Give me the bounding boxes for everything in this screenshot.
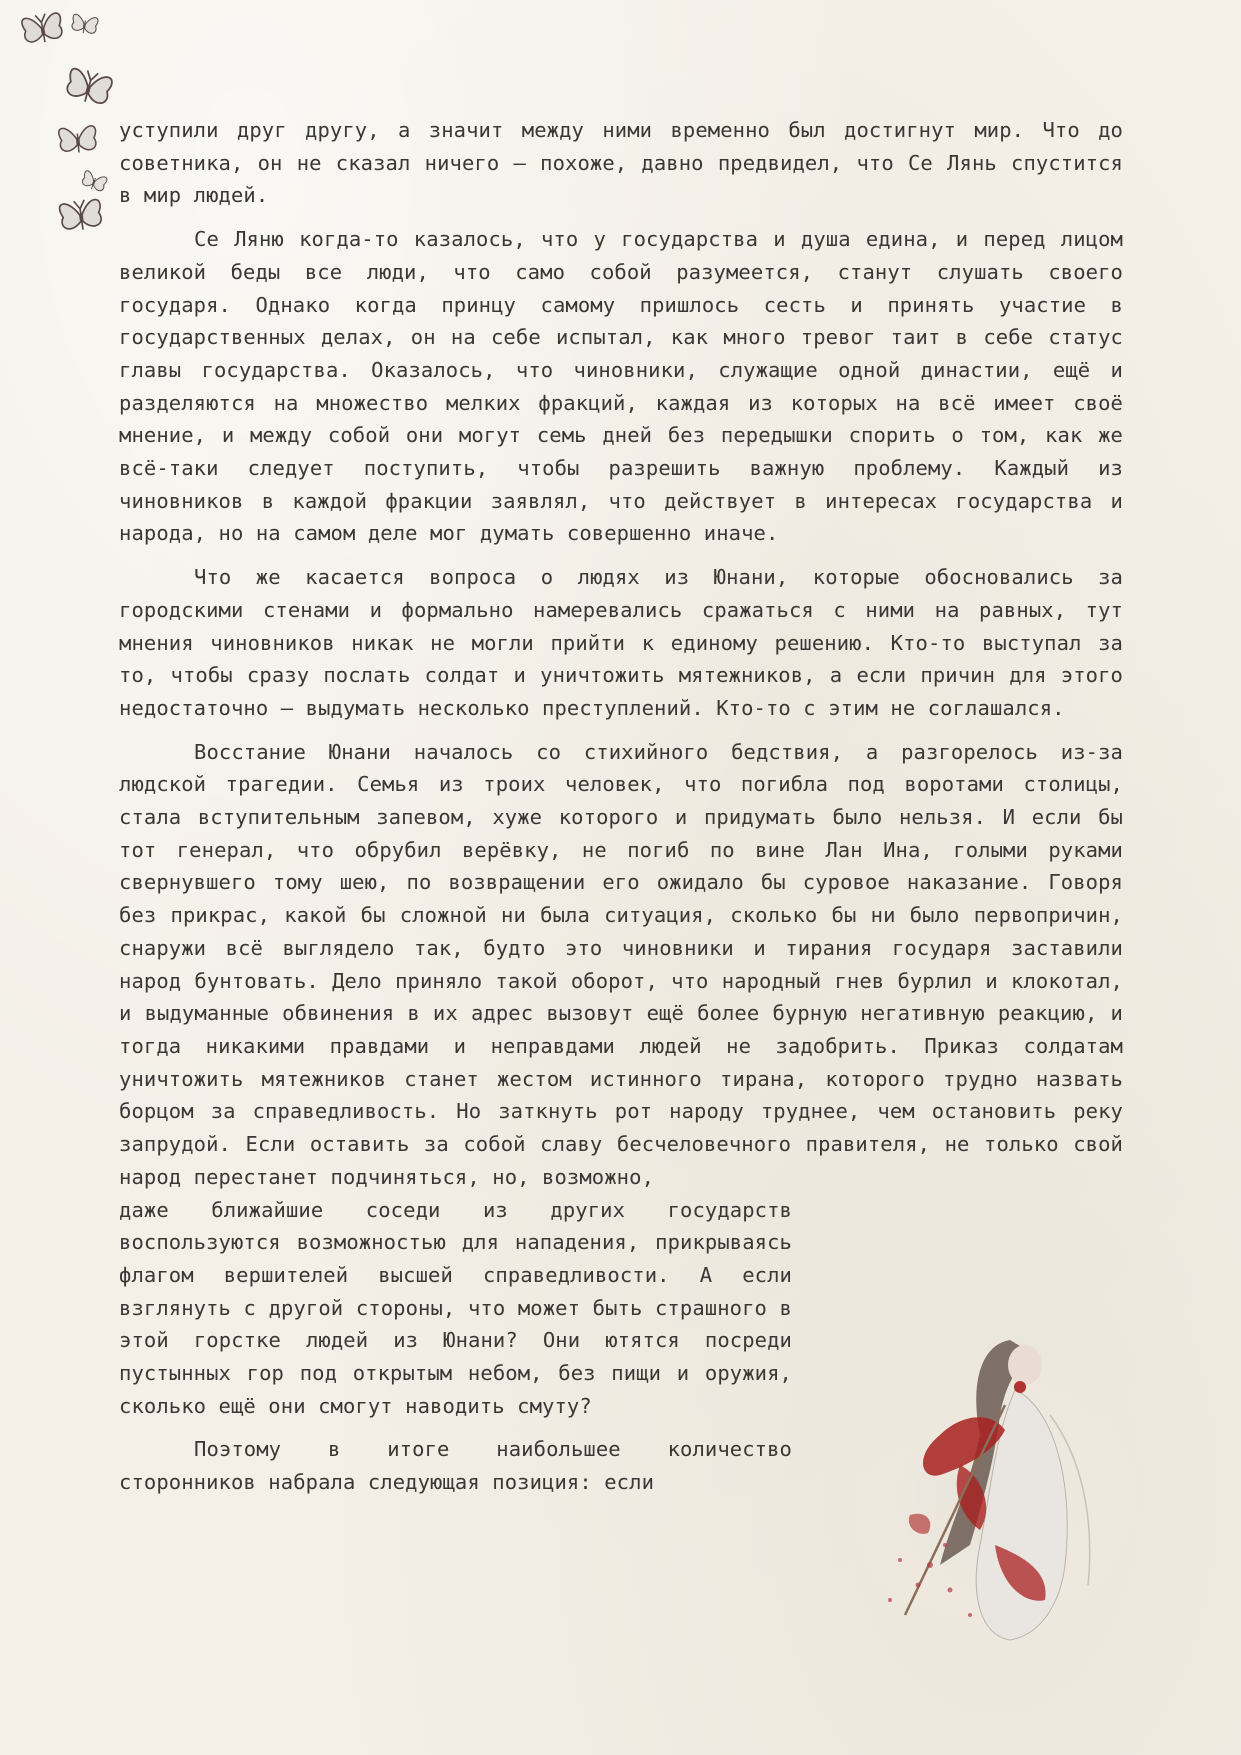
body-text [119,114,1123,1510]
paragraph-4: Восстание Юнани началось со стихийного бедствия, а разгорелось из-за людской трагедии. Семья из троих человек, что погибла под воротами столицы, стала вступительным запевом, хуже которого и придумать было нельзя. И если бы тот генерал, что обрубил верёвку, не погиб по вине Лан Ина, голыми руками свернувшего тому шею, по возвращении его ожидало бы суровое наказание. Говоря без прикрас, какой бы сложной ни была ситуация, сколько бы ни было первопричин, снаружи всё выглядело так, будто это чиновники и тирания государя заставили народ бунтовать. Дело приняло такой оборот, что народный гнев бурлил и клокотал, и выдуманные обвинения в их адрес вызовут ещё более бурную негативную реакцию, и тогда никакими правдами и неправдами людей не задобрить. Приказ солдатам уничтожить мятежников станет жестом истинного тирана, которого трудно назвать борцом за справедливость. Но заткнуть рот народу труднее, чем остановить реку запрудой. Если оставить за собой славу бесчеловечного правителя, не только свой народ перестанет подчиняться, но, возможно, [119,739,1123,1189]
narrow-column [119,1194,792,1499]
butterfly-icon [71,14,99,36]
paragraph-5: Поэтому в итоге наибольшее количество сторонников набрала следующая позиция: если [119,1437,792,1495]
illustration-figure [820,1315,1150,1645]
paragraph-4-continued: даже ближайшие соседи из других государств воспользуются возможностью для нападения, прикрываясь флагом вершителей высшей справедливости. А если взглянуть с другой стороны, что может быть страшного в этой горстке людей из Юнани? Они ютятся посреди пустынных гор под открытым небом, без пищи и оружия, сколько ещё они смогут наводить смуту? [119,1197,792,1418]
butterfly-icon [64,66,113,107]
paragraph-1: уступили друг другу, а значит между ними временно был достигнут мир. Что до советника, он не сказал ничего — похоже, давно предвидел, что Се Лянь спустится в мир людей. [119,118,1123,208]
butterfly-icon [21,11,64,45]
butterfly-icon [58,125,97,154]
butterfly-icon [80,170,107,193]
paragraph-2: Се Ляню когда-то казалось, что у государства и душа едина, и перед лицом великой беды все люди, что само собой разумеется, станут слушать своего государя. Однако когда принцу самому пришлось сесть и принять участие в государственных делах, он на себе испытал, как много тревог таит в себе статус главы государства. Оказалось, что чиновники, служащие одной династии, ещё и разделяются на множество мелких фракций, каждая из которых на всё имеет своё мнение, и между собой они могут семь дней без передышки спорить о том, как же всё-таки следует поступить, чтобы разрешить важную проблему. Каждый из чиновников в каждой фракции заявлял, что действует в интересах государства и народа, но на самом деле мог думать совершенно иначе. [119,227,1123,546]
butterfly-icon [59,198,103,233]
paragraph-3: Что же касается вопроса о людях из Юнани, которые обосновались за городскими стенами и формально намеревались сражаться с ними на равных, тут мнения чиновников никак не могли прийти к единому решению. Кто-то выступал за то, чтобы сразу послать солдат и уничтожить мятежников, а если причин для этого недостаточно — выдумать несколько преступлений. Кто-то с этим не соглашался. [119,565,1123,720]
